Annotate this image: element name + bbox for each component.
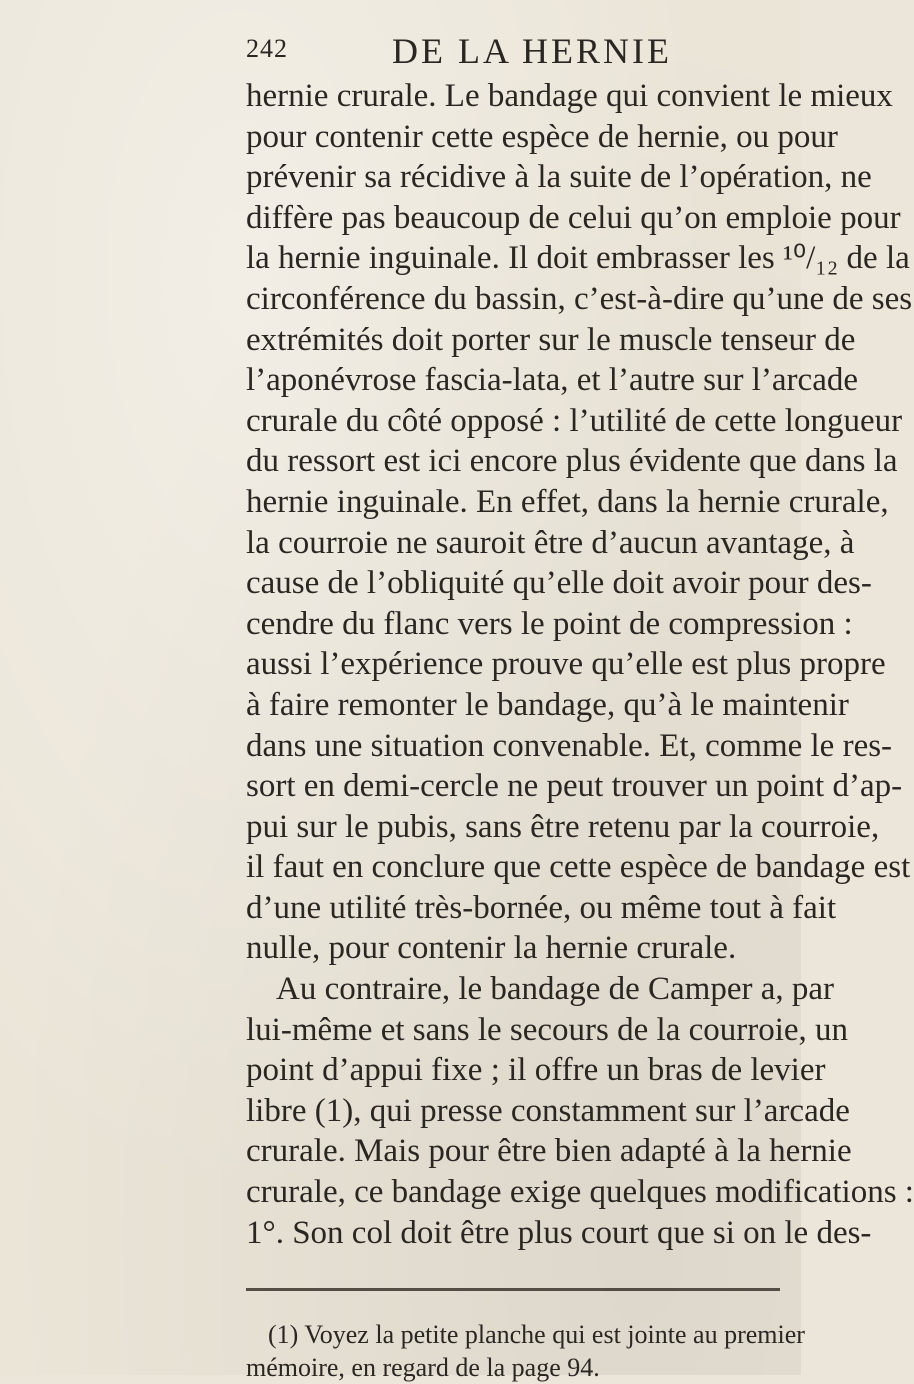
- text-line: nulle, pour contenir la hernie crurale.: [246, 930, 737, 967]
- text-line: il faut en conclure que cette espèce de bandage est: [246, 849, 911, 886]
- text-line: circonférence du bassin, c’est-à-dire qu’une de ses: [246, 280, 913, 317]
- text-line: prévenir sa récidive à la suite de l’opération, ne: [246, 159, 872, 196]
- text-line: crurale. Mais pour être bien adapté à la hernie: [246, 1133, 852, 1170]
- text-line: cendre du flanc vers le point de compression :: [246, 605, 853, 642]
- body-text: [246, 76, 914, 1253]
- text-line: sort en demi-cercle ne peut trouver un point d’ap-: [246, 768, 903, 805]
- text-line: la hernie inguinale. Il doit embrasser les ¹⁰/₁₂ de la: [246, 240, 910, 277]
- text-line: dans une situation convenable. Et, comme le res-: [246, 727, 893, 764]
- footnote-line: mémoire, en regard de la page 94.: [246, 1353, 600, 1382]
- text-line: cause de l’obliquité qu’elle doit avoir pour des-: [246, 565, 872, 602]
- text-line: diffère pas beaucoup de celui qu’on emploie pour: [246, 199, 901, 236]
- page-number: 242: [246, 34, 288, 63]
- text-line: l’aponévrose fascia-lata, et l’autre sur l’arcade: [246, 362, 858, 399]
- text-line: lui-même et sans le secours de la courroie, un: [246, 1011, 849, 1048]
- text-line: du ressort est ici encore plus évidente que dans la: [246, 443, 898, 480]
- running-title: DE LA HERNIE: [392, 31, 672, 71]
- text-line: d’une utilité très-bornée, ou même tout à fait: [246, 889, 837, 926]
- text-line: aussi l’expérience prouve qu’elle est plus propre: [246, 646, 886, 683]
- text-line: extrémités doit porter sur le muscle tenseur de: [246, 321, 856, 358]
- text-line: pui sur le pubis, sans être retenu par la courroie,: [246, 808, 880, 845]
- text-line: à faire remonter le bandage, qu’à le maintenir: [246, 686, 849, 723]
- footnote: [246, 1318, 805, 1384]
- text-line: hernie inguinale. En effet, dans la hernie crurale,: [246, 483, 889, 520]
- text-line: crurale, ce bandage exige quelques modifications :: [246, 1174, 914, 1211]
- text-line: libre (1), qui presse constamment sur l’arcade: [246, 1092, 850, 1129]
- text-line: Au contraire, le bandage de Camper a, par: [276, 971, 834, 1008]
- footnote-rule: [246, 1288, 780, 1291]
- text-line: 1°. Son col doit être plus court que si on le des-: [246, 1214, 872, 1251]
- text-line: crurale du côté opposé : l’utilité de cette longueur: [246, 402, 903, 439]
- text-line: la courroie ne sauroit être d’aucun avantage, à: [246, 524, 855, 561]
- text-line: point d’appui fixe ; il offre un bras de levier: [246, 1052, 826, 1089]
- footnote-line: (1) Voyez la petite planche qui est jointe au premier: [268, 1320, 805, 1349]
- running-head: [246, 30, 801, 76]
- text-line: hernie crurale. Le bandage qui convient le mieux: [246, 78, 893, 114]
- text-line: pour contenir cette espèce de hernie, ou pour: [246, 118, 838, 155]
